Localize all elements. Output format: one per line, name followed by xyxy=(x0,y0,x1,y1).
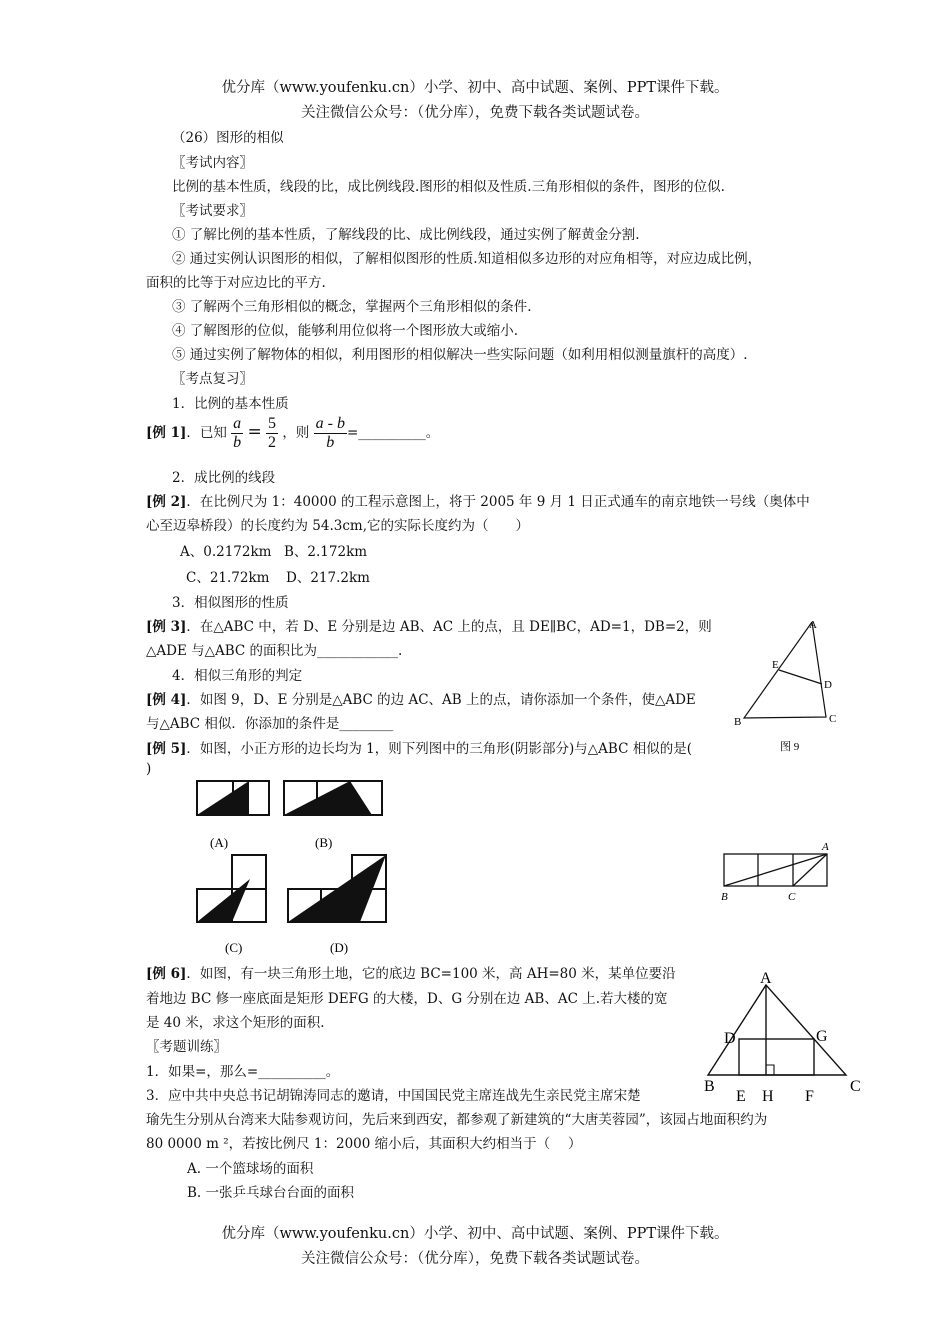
fig6-label-g: G xyxy=(816,1028,828,1045)
example-3-label: [例 3] xyxy=(146,619,187,635)
example-1-mid: ，则 xyxy=(282,425,310,441)
training-heading: 〖考题训练〗 xyxy=(146,1039,227,1055)
topic-2-title: 2．成比例的线段 xyxy=(172,470,276,486)
requirement-5: ⑤ 通过实例了解物体的相似，利用图形的相似解决一些实际问题（如利用相似测量旗杆的高度）. xyxy=(172,347,748,363)
option-a-figure xyxy=(197,781,269,815)
example-6-line-3: 是 40 米，求这个矩形的面积. xyxy=(146,1015,325,1031)
fig6-label-h: H xyxy=(762,1088,774,1105)
example-5-label: [例 5] xyxy=(146,741,187,757)
exam-content-text: 比例的基本性质，线段的比，成比例线段.图形的相似及性质.三角形相似的条件，图形的位似. xyxy=(172,179,725,195)
fig6-label-d: D xyxy=(724,1030,736,1047)
example-6-line-1 xyxy=(146,962,676,982)
equals-sign: = xyxy=(247,422,262,442)
option-b-figure xyxy=(284,781,382,815)
example-6-line-2: 着地边 BC 修一座底面是矩形 DEFG 的大楼，D、G 分别在边 AB、AC 上.若大楼的宽 xyxy=(146,991,668,1007)
fig6-right-angle-mark xyxy=(766,1065,774,1075)
fig9-triangle xyxy=(744,622,826,718)
header-line-2: 关注微信公众号：（优分库），免费下载各类试题试卷。 xyxy=(301,105,649,121)
example-1-label: [例 1] xyxy=(146,425,187,441)
topic-4-title: 4．相似三角形的判定 xyxy=(172,668,303,684)
example-5-line-1 xyxy=(146,737,692,757)
example-2-line-2: 心至迈皋桥段）的长度约为 54.3cm,它的实际长度约为（ ） xyxy=(146,518,530,534)
option-c-top-square xyxy=(232,855,266,889)
example-5-line-2: ) xyxy=(146,761,152,777)
example-5-options-figure xyxy=(190,775,400,955)
training-question-3-line-3: 80 0000 m ²，若按比例尺 1：2000 缩小后，其面积大约相当于（ ） xyxy=(146,1136,582,1152)
header-line-1: 优分库（www.youfenku.cn）小学、初中、高中试题、案例、PPT课件下载。 xyxy=(221,80,729,96)
fig9-label-e: E xyxy=(772,659,779,671)
requirement-2a: ② 通过实例认识图形的相似，了解相似图形的性质.知道相似多边形的对应角相等，对应边成比例， xyxy=(172,251,762,267)
frac1-den: b xyxy=(233,434,242,451)
example-1-blank: =__________。 xyxy=(346,425,440,441)
reference-segment-ba xyxy=(724,854,827,886)
example-2-option-a: A、0.2172km xyxy=(180,544,272,560)
exam-requirements-heading: 〖考试要求〗 xyxy=(172,203,253,219)
example-2-option-c: C、21.72km xyxy=(186,570,270,586)
option-d-label: (D) xyxy=(330,940,349,955)
example-4-text-1: ．如图 9，D、E 分别是△ABC 的边 AC、AB 上的点，请你添加一个条件，使△ADE xyxy=(186,692,696,708)
training-question-3-line-2: 瑜先生分别从台湾来大陆参观访问，先后来到西安，都参观了新建筑的“大唐芙蓉园”，该园占地面积约为 xyxy=(146,1112,768,1128)
frac1-num: a xyxy=(233,415,242,432)
frac3-den: b xyxy=(326,434,335,451)
training-question-3-line-1: 3．应中共中央总书记胡锦涛同志的邀请，中国国民党主席连战先生亲民党主席宋楚 xyxy=(146,1088,641,1104)
example-1-pre: ．已知 xyxy=(186,425,227,441)
frac3-num: a - b xyxy=(315,415,345,432)
example-2-option-d: D、217.2km xyxy=(286,570,370,586)
fig6-rectangle-defg xyxy=(739,1039,814,1075)
example-5-text-1: ．如图，小正方形的边长均为 1，则下列图中的三角形(阴影部分)与△ABC 相似的是( xyxy=(186,741,692,757)
option-b-label: (B) xyxy=(315,835,333,850)
fig9-label-c: C xyxy=(829,713,837,725)
topic-3-title: 3．相似图形的性质 xyxy=(172,595,289,611)
example-4-label: [例 4] xyxy=(146,692,187,708)
frac2-num: 5 xyxy=(268,415,277,432)
fig6-label-f: F xyxy=(805,1088,814,1105)
option-d-figure xyxy=(288,855,386,922)
exam-content-heading: 〖考试内容〗 xyxy=(172,155,253,171)
fig9-label-d: D xyxy=(824,679,832,691)
option-c-label: (C) xyxy=(225,940,243,955)
fig6-label-b: B xyxy=(704,1078,715,1095)
example-3-line-2: △ADE 与△ABC 的面积比为____________. xyxy=(146,643,403,659)
example-2-label: [例 2] xyxy=(146,494,187,510)
example-3-text-1: ．在△ABC 中，若 D、E 分别是边 AB、AC 上的点，且 DE∥BC，AD=1，DB=2，则 xyxy=(186,619,712,635)
example-2-line-1 xyxy=(146,490,810,510)
fig9-label-b: B xyxy=(734,716,742,728)
figure-9 xyxy=(728,612,848,762)
fraction-a-over-b xyxy=(231,415,243,452)
reference-label-a: A xyxy=(822,841,829,853)
option-b-shaded-triangle xyxy=(284,781,372,815)
option-a-shaded-triangle xyxy=(197,781,249,815)
frac2-den: 2 xyxy=(268,434,277,451)
training-question-3-option-b: B. 一张乒乓球台台面的面积 xyxy=(187,1185,355,1201)
requirement-3: ③ 了解两个三角形相似的概念，掌握两个三角形相似的条件. xyxy=(172,299,532,315)
example-4-line-2: 与△ABC 相似．你添加的条件是________ xyxy=(146,716,394,732)
example-6-figure xyxy=(700,965,870,1105)
reference-figure-abc xyxy=(718,838,838,908)
example-2-text-1: ．在比例尺为 1：40000 的工程示意图上，将于 2005 年 9 月 1 日正式通车的南京地铁一号线（奥体中 xyxy=(186,494,810,510)
fig6-label-c: C xyxy=(850,1078,861,1095)
example-6-label: [例 6] xyxy=(146,966,187,982)
option-a-label: (A) xyxy=(210,835,229,850)
fig9-segment-de xyxy=(779,670,822,684)
example-6-text-1: ．如图，有一块三角形土地，它的底边 BC=100 米，高 AH=80 米，某单位要沿 xyxy=(186,966,676,982)
training-question-3-option-a: A. 一个篮球场的面积 xyxy=(187,1161,314,1177)
option-c-shaded-triangle xyxy=(197,879,250,922)
requirement-2b: 面积的比等于对应边比的平方. xyxy=(146,275,326,291)
review-heading: 〖考点复习〗 xyxy=(172,371,253,387)
example-2-option-b: B、2.172km xyxy=(284,544,368,560)
reference-label-c: C xyxy=(788,891,796,903)
footer-line-1: 优分库（www.youfenku.cn）小学、初中、高中试题、案例、PPT课件下载。 xyxy=(221,1226,729,1242)
fig9-label-a: A xyxy=(809,619,817,631)
fig9-caption: 图 9 xyxy=(780,741,800,753)
option-c-figure xyxy=(197,855,266,922)
example-3-line-1 xyxy=(146,615,712,635)
section-title: （26）图形的相似 xyxy=(172,130,284,146)
requirement-4: ④ 了解图形的位似，能够利用位似将一个图形放大或缩小. xyxy=(172,323,519,339)
example-1 xyxy=(146,412,439,453)
fig6-label-e: E xyxy=(736,1088,746,1105)
training-question-1: 1．如果=，那么=__________。 xyxy=(146,1064,340,1080)
example-4-line-1 xyxy=(146,688,696,708)
fig6-label-a: A xyxy=(760,970,772,987)
fraction-a-minus-b-over-b xyxy=(314,415,347,452)
fraction-5-over-2 xyxy=(266,415,278,452)
reference-label-b: B xyxy=(721,891,728,903)
requirement-1: ① 了解比例的基本性质，了解线段的比、成比例线段，通过实例了解黄金分割. xyxy=(172,227,640,243)
topic-1-title: 1．比例的基本性质 xyxy=(172,396,289,412)
footer-line-2: 关注微信公众号：（优分库），免费下载各类试题试卷。 xyxy=(301,1251,649,1267)
